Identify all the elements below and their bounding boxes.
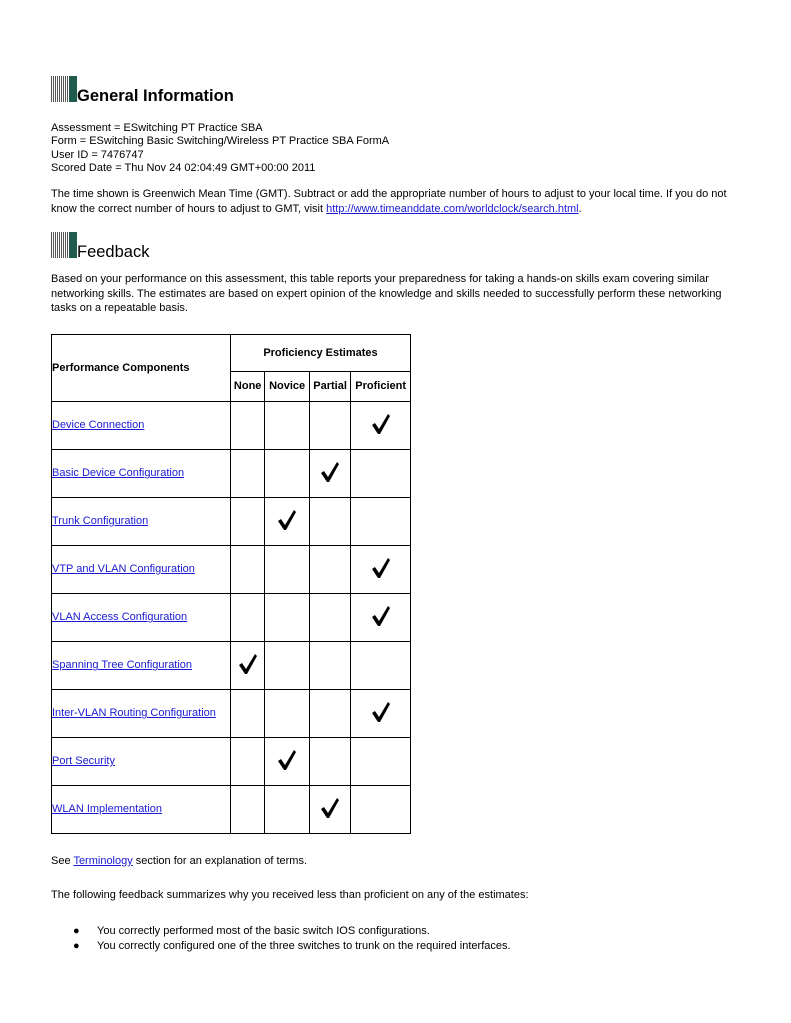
scored-date-line: Scored Date = Thu Nov 24 02:04:49 GMT+00:00 2011 — [51, 161, 316, 174]
level-proficient-header: Proficient — [351, 371, 411, 401]
form-line: Form = ESwitching Basic Switching/Wireless PT Practice SBA FormA — [51, 135, 390, 148]
level-cell — [351, 737, 411, 785]
feedback-bullets — [51, 924, 741, 955]
feedback-header — [51, 230, 741, 262]
level-cell — [230, 641, 264, 689]
level-cell — [351, 785, 411, 833]
component-cell — [52, 641, 231, 689]
component-cell — [52, 497, 231, 545]
worldclock-link[interactable]: http://www.timeanddate.com/worldclock/search.html — [326, 202, 579, 215]
feedback-title: Feedback — [77, 243, 150, 262]
proficiency-table-body — [52, 401, 411, 833]
table-row — [52, 593, 411, 641]
level-cell — [265, 737, 309, 785]
component-link[interactable]: Device Connection — [52, 419, 145, 432]
table-row — [52, 449, 411, 497]
proficiency-table — [51, 334, 411, 834]
level-cell — [230, 401, 264, 449]
component-cell — [52, 593, 231, 641]
level-cell — [265, 545, 309, 593]
table-row — [52, 545, 411, 593]
performance-components-header: Performance Components — [52, 334, 231, 401]
list-item — [51, 939, 741, 955]
component-link[interactable]: Port Security — [52, 755, 115, 768]
terminology-note-end: section for an explanation of terms. — [132, 854, 308, 867]
checkmark-icon — [320, 797, 340, 819]
level-cell — [230, 785, 264, 833]
assessment-info — [51, 122, 741, 175]
level-cell — [309, 689, 350, 737]
assessment-line: Assessment = ESwitching PT Practice SBA — [51, 122, 263, 134]
level-cell — [265, 593, 309, 641]
terminology-note — [51, 854, 741, 868]
level-cell — [230, 689, 264, 737]
checkmark-icon — [277, 749, 297, 771]
user-id-line: User ID = 7476747 — [51, 148, 144, 161]
table-row — [52, 737, 411, 785]
bullet-text: You correctly configured one of the three switches to trunk on the required interfaces. — [97, 940, 511, 953]
terminology-link[interactable]: Terminology — [73, 854, 133, 867]
report-page — [51, 74, 741, 955]
feedback-intro: Based on your performance on this assessment, this table reports your preparedness for taking a hands-on skills exam covering similar networking skills. The estimates are based on expert opinion of the knowledge and skills needed to successfully perform these networking tasks on a repeatable basis. — [51, 273, 722, 315]
level-cell — [309, 401, 350, 449]
checkmark-icon — [371, 413, 391, 435]
level-cell — [309, 593, 350, 641]
checkmark-icon — [320, 461, 340, 483]
level-novice-header: Novice — [265, 371, 309, 401]
level-cell — [351, 497, 411, 545]
barcode-bars-icon — [51, 232, 77, 258]
level-cell — [230, 593, 264, 641]
level-cell — [309, 449, 350, 497]
bullet-text: You correctly performed most of the basic switch IOS configurations. — [97, 924, 430, 937]
table-row — [52, 641, 411, 689]
table-row — [52, 497, 411, 545]
table-row — [52, 785, 411, 833]
level-cell — [309, 545, 350, 593]
level-cell — [265, 641, 309, 689]
level-cell — [265, 449, 309, 497]
checkmark-icon — [371, 557, 391, 579]
level-none-header: None — [230, 371, 264, 401]
component-cell — [52, 785, 231, 833]
level-cell — [265, 497, 309, 545]
checkmark-icon — [371, 605, 391, 627]
general-info-title: General Information — [77, 87, 234, 105]
level-cell — [230, 545, 264, 593]
level-cell — [265, 785, 309, 833]
checkmark-icon — [238, 653, 258, 675]
checkmark-icon — [371, 701, 391, 723]
component-link[interactable]: Trunk Configuration — [52, 515, 149, 528]
level-cell — [309, 497, 350, 545]
component-cell — [52, 449, 231, 497]
level-cell — [351, 449, 411, 497]
level-cell — [309, 641, 350, 689]
barcode-bars-icon — [51, 76, 77, 102]
level-partial-header: Partial — [309, 371, 350, 401]
time-note-end: . — [578, 202, 582, 215]
table-row — [52, 689, 411, 737]
table-row — [52, 401, 411, 449]
component-cell — [52, 545, 231, 593]
time-note — [51, 187, 741, 216]
component-link[interactable]: Spanning Tree Configuration — [52, 659, 193, 672]
level-cell — [351, 689, 411, 737]
level-cell — [351, 545, 411, 593]
level-cell — [230, 737, 264, 785]
bullet-dot: ● — [73, 940, 80, 953]
component-cell — [52, 401, 231, 449]
level-cell — [309, 785, 350, 833]
level-cell — [230, 497, 264, 545]
proficiency-estimates-header: Proficiency Estimates — [230, 334, 410, 371]
level-cell — [265, 401, 309, 449]
level-cell — [265, 689, 309, 737]
terminology-note-text: See — [51, 854, 74, 867]
level-cell — [309, 737, 350, 785]
general-info-header — [51, 74, 741, 105]
component-cell — [52, 689, 231, 737]
component-link[interactable]: Inter-VLAN Routing Configuration — [52, 707, 216, 720]
level-cell — [351, 401, 411, 449]
component-link[interactable]: VTP and VLAN Configuration — [52, 563, 195, 576]
component-link[interactable]: Basic Device Configuration — [52, 467, 185, 480]
component-cell — [52, 737, 231, 785]
bullet-dot: ● — [73, 924, 80, 937]
list-item — [51, 924, 741, 940]
level-cell — [230, 449, 264, 497]
summary-intro: The following feedback summarizes why you received less than proficient on any of the estimates: — [51, 888, 529, 901]
checkmark-icon — [277, 509, 297, 531]
level-cell — [351, 593, 411, 641]
component-link[interactable]: VLAN Access Configuration — [52, 611, 188, 624]
level-cell — [351, 641, 411, 689]
component-link[interactable]: WLAN Implementation — [52, 803, 163, 816]
time-note-text: The time shown is Greenwich Mean Time (GMT). Subtract or add the appropriate number of hours to adjust to your local time. If you do not know the correct number of hours to adjust to GMT, visit — [51, 188, 727, 215]
